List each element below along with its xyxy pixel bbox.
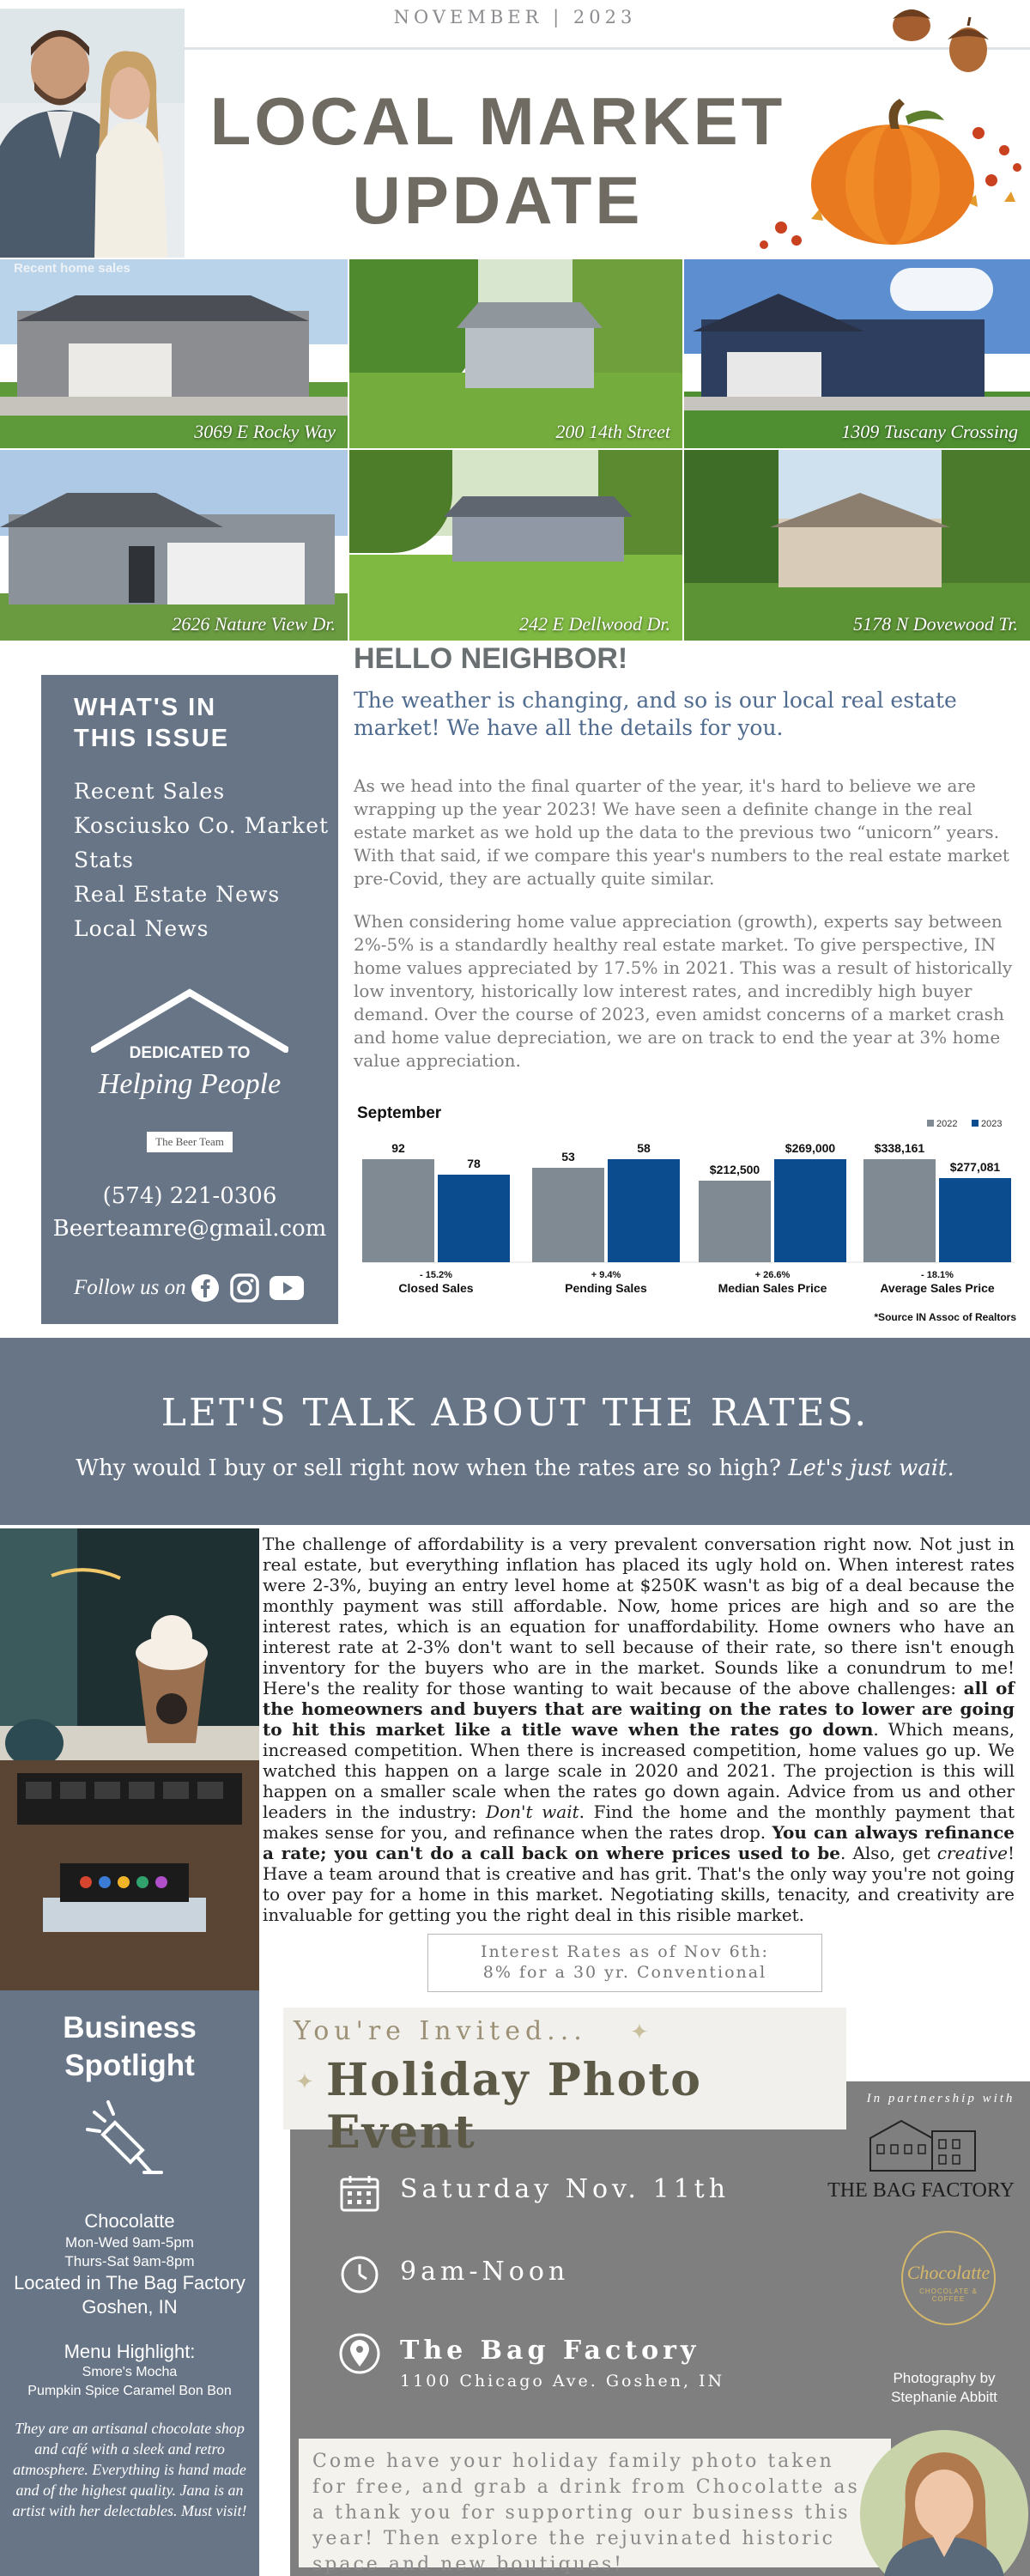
contents-item: Recent Sales bbox=[74, 779, 226, 804]
bag-factory-building-icon bbox=[867, 2114, 978, 2172]
bar-value-label: $277,081 bbox=[949, 1160, 1001, 1174]
rates-article-run: Don't wait bbox=[486, 1801, 579, 1822]
title-line-2: UPDATE bbox=[352, 162, 644, 238]
menu-highlight-label: Menu Highlight: bbox=[64, 2341, 196, 2362]
spotlight-title-line-1: Business bbox=[63, 2011, 197, 2044]
event-title: Holiday Photo Event bbox=[326, 2054, 702, 2159]
sale-address: 2626 Nature View Dr. bbox=[172, 613, 336, 635]
sidebar-title bbox=[74, 692, 229, 754]
bar-value-label: 92 bbox=[391, 1141, 405, 1155]
business-hours-1: Mon-Wed 9am-5pm bbox=[65, 2234, 194, 2251]
spotlight-icon bbox=[82, 2093, 177, 2179]
sale-address: 242 E Dellwood Dr. bbox=[519, 613, 670, 635]
rates-article-run: ! Have a team around that is creative and has grit. That's the only way you're not going to over pay for a home in this market. Negotiating skills, tenacity, and creativity are invaluable for getting you the right deal in this risible market. bbox=[263, 1843, 1015, 1925]
rates-article-run: . Also, get bbox=[839, 1843, 937, 1863]
sale-address: 5178 N Dovewood Tr. bbox=[853, 613, 1018, 635]
bar bbox=[774, 1159, 846, 1262]
rates-article-run: . Which means, increased competition. When there is increased competition, home values go up. We watched this happen on a large scale in 2020 and 2021. The projection is this will happen on a smaller scale when the rates go down again. Advice from us and other leaders in the industry: bbox=[263, 1719, 1015, 1822]
spotlight-title-line-2: Spotlight bbox=[64, 2049, 195, 2082]
bar bbox=[438, 1175, 510, 1262]
legend-label: 2022 bbox=[936, 1119, 958, 1129]
sale-photo-2 bbox=[349, 259, 682, 448]
invited-label: You're Invited... bbox=[294, 2016, 587, 2046]
bar-value-label: 78 bbox=[467, 1157, 481, 1170]
helping-people-script: Helping People bbox=[98, 1068, 282, 1100]
follow-label: Follow us on bbox=[74, 1276, 186, 1299]
sale-photo-3 bbox=[684, 259, 1030, 448]
team-name: The Beer Team bbox=[155, 1135, 224, 1148]
house-logo-icon bbox=[91, 984, 288, 1053]
rates-article-run: creative bbox=[936, 1843, 1008, 1863]
hello-heading: HELLO NEIGHBOR! bbox=[354, 642, 628, 675]
category-label: Average Sales Price bbox=[880, 1281, 995, 1295]
bar-value-label: $269,000 bbox=[785, 1141, 836, 1155]
event-time: 9am-Noon bbox=[400, 2257, 570, 2287]
bar-value-label: 53 bbox=[561, 1150, 575, 1163]
rate-box-line-1: Interest Rates as of Nov 6th: bbox=[481, 1942, 769, 1961]
newsletter-title bbox=[172, 82, 824, 240]
business-blurb: They are an artisanal chocolate shop and café with a sleek and retro atmosphere. Everything is hand made and of the highest quality. Jana is an artist with her delectables. Must visit! bbox=[12, 2420, 247, 2519]
hello-subheading: The weather is changing, and so is our local real estate market! We have all the details for you. bbox=[354, 688, 957, 740]
spotlight-title bbox=[0, 2009, 259, 2085]
sale-photo-5 bbox=[349, 450, 682, 641]
rates-subtitle bbox=[0, 1455, 1030, 1481]
legend-swatch bbox=[927, 1120, 934, 1127]
dedicated-label: DEDICATED TO bbox=[129, 1044, 251, 1062]
partnership-label: In partnership with bbox=[866, 2092, 1015, 2105]
chart-legend bbox=[927, 1119, 1002, 1129]
sale-address: 1309 Tuscany Crossing bbox=[841, 421, 1018, 442]
event-address: 1100 Chicago Ave. Goshen, IN bbox=[400, 2372, 725, 2391]
sale-photo-1 bbox=[0, 259, 348, 448]
bar bbox=[699, 1181, 771, 1262]
chocolatte-logo-subtext: CHOCOLATE & COFFEE bbox=[919, 2287, 978, 2303]
bag-factory-logo: THE BAG FACTORY bbox=[827, 2179, 1015, 2202]
team-badge bbox=[147, 1132, 233, 1152]
sidebar-title-line-1: WHAT'S IN bbox=[74, 694, 217, 721]
sparkle-icon: ✦ bbox=[630, 2020, 649, 2045]
category-label: Median Sales Price bbox=[718, 1281, 827, 1295]
interest-rate-box bbox=[427, 1934, 822, 1992]
sale-photo-4 bbox=[0, 450, 348, 641]
event-venue: The Bag Factory bbox=[400, 2336, 700, 2366]
rates-article-run: The challenge of affordability is a very prevalent conversation right now. Not just in real estate, but everything inflation has placed its ugly hold on. When interest rates were 2-3%, buying an entry level home at $250K wasn't as big of a deal because the monthly payment was still affordable. Now, home prices are high and so are the interest rates, which is an equation for unaffordability. Home owners who have an interest rate at 2-3% don't want to sell because of their rate, so there isn't enough inventory for the buyers who are in the market. Sounds like a conundrum to me! Here's the reality for those wanting to wait because of the above challenges: bbox=[263, 1534, 1015, 1698]
event-description: Come have your holiday family photo taken for free, and grab a drink from Chocolatte as a thank you for supporting our business this year! Then explore the rejuvinated historic space and new boutiques! bbox=[299, 2439, 891, 2567]
change-label: + 9.4% bbox=[591, 1270, 621, 1280]
menu-item-1: Smore's Mocha bbox=[82, 2365, 178, 2379]
intro-paragraph-1: As we head into the final quarter of the year, it's hard to believe we are wrapping up the year 2023! We have seen a definite change in the real estate market as we hold up the data to the previous two “unicorn” years. With that said, if we compare this year's numbers to the real estate market pre-Covid, they are actually quite similar. bbox=[354, 775, 1009, 889]
phone-number[interactable]: (574) 221-0306 bbox=[102, 1183, 277, 1209]
bar bbox=[532, 1168, 604, 1262]
bar-value-label: 58 bbox=[637, 1141, 651, 1155]
bar bbox=[939, 1178, 1011, 1262]
category-label: Closed Sales bbox=[398, 1281, 474, 1295]
clock-icon bbox=[340, 2255, 379, 2294]
rates-subtitle-emphasis: Let's just wait. bbox=[788, 1455, 954, 1481]
youtube-icon[interactable] bbox=[270, 1275, 304, 1301]
change-label: + 26.6% bbox=[754, 1270, 791, 1280]
business-spotlight bbox=[0, 1990, 259, 2576]
september-market-chart bbox=[354, 1099, 1021, 1340]
rates-title: LET'S TALK ABOUT THE RATES. bbox=[161, 1391, 869, 1435]
bar bbox=[362, 1159, 434, 1262]
change-label: - 18.1% bbox=[921, 1270, 954, 1280]
issue-contents bbox=[74, 775, 331, 946]
rates-article-run: . Find the home and the monthly payment that makes sense for you, and refinance when the rates drop. bbox=[263, 1801, 1015, 1843]
menu-item-2: Pumpkin Spice Caramel Bon Bon bbox=[27, 2384, 232, 2398]
location-pin-icon bbox=[338, 2332, 381, 2375]
photographer-photo bbox=[858, 2428, 1030, 2576]
pumpkin-illustration bbox=[747, 82, 1030, 258]
email-link[interactable]: Beerteamre@gmail.com bbox=[52, 1216, 327, 1242]
sale-address: 200 14th Street bbox=[555, 421, 670, 442]
rates-article bbox=[263, 1534, 1015, 1925]
intro-paragraph-2: When considering home value appreciation (growth), experts say between 2%-5% is a standardly healthy real estate market. To give perspective, IN home values appreciated by 17.5% in 2021. This was a result of historically low inventory, historically low interest rates, and incredibly high buyer demand. Over the course of 2023, even amidst concerns of a market crash and home value depreciation, we are on track to end the year at 3% home value appreciation. bbox=[354, 911, 1013, 1071]
agents-photo bbox=[0, 9, 185, 258]
business-hours-2: Thurs-Sat 9am-8pm bbox=[64, 2253, 195, 2269]
bar bbox=[863, 1159, 936, 1262]
issue-date: NOVEMBER | 2023 bbox=[393, 7, 637, 27]
bar-value-label: $212,500 bbox=[709, 1163, 760, 1176]
rates-article-run: all of the homeowners and buyers that are waiting on the rates to lower are going to hit this market like a title wave when the rates go down bbox=[263, 1678, 1015, 1740]
cafe-drink-photo bbox=[0, 1528, 259, 1992]
rates-article-run: You can always refinance a rate; you can't do a call back on where prices used to be bbox=[263, 1822, 1015, 1863]
recent-sales-label: Recent home sales bbox=[14, 261, 130, 276]
title-line-1: LOCAL MARKET bbox=[209, 83, 786, 159]
invitation-header bbox=[283, 2008, 846, 2159]
event-date: Saturday Nov. 11th bbox=[400, 2174, 730, 2204]
facebook-icon[interactable] bbox=[191, 1273, 220, 1303]
photographer-name: Stephanie Abbitt bbox=[891, 2389, 997, 2405]
chart-bars bbox=[362, 1141, 1011, 1295]
chocolatte-logo-text: Chocolatte bbox=[906, 2262, 991, 2283]
bar bbox=[608, 1159, 680, 1262]
category-label: Pending Sales bbox=[565, 1281, 647, 1295]
instagram-icon[interactable] bbox=[230, 1273, 259, 1303]
business-location-2: Goshen, IN bbox=[82, 2296, 178, 2318]
bar-value-label: $338,161 bbox=[874, 1141, 925, 1155]
sparkle-icon: ✦ bbox=[295, 2069, 314, 2095]
market-chart-svg bbox=[354, 1099, 1021, 1340]
contents-item: Local News bbox=[74, 916, 209, 941]
legend-label: 2023 bbox=[981, 1119, 1003, 1129]
change-label: - 15.2% bbox=[420, 1270, 452, 1280]
business-location-1: Located in The Bag Factory bbox=[14, 2272, 245, 2293]
calendar-icon bbox=[340, 2174, 379, 2212]
sale-address: 3069 E Rocky Way bbox=[194, 421, 336, 442]
sidebar-title-line-2: THIS ISSUE bbox=[74, 725, 230, 752]
business-name: Chocolatte bbox=[84, 2210, 175, 2232]
legend-swatch bbox=[972, 1120, 978, 1127]
acorn-illustration bbox=[884, 0, 1004, 82]
rates-subtitle-text: Why would I buy or sell right now when the rates are so high? bbox=[76, 1455, 781, 1481]
contents-item: Real Estate News bbox=[74, 882, 281, 907]
chocolatte-logo bbox=[901, 2231, 996, 2325]
contents-item: Kosciusko Co. Market Stats bbox=[74, 813, 330, 872]
chart-source: *Source IN Assoc of Realtors bbox=[874, 1311, 1016, 1323]
photography-label: Photography by bbox=[893, 2370, 996, 2386]
issue-sidebar bbox=[41, 675, 338, 1324]
rate-box-line-2: 8% for a 30 yr. Conventional bbox=[482, 1963, 767, 1982]
chart-title: September bbox=[357, 1104, 442, 1122]
sale-photo-6 bbox=[684, 450, 1030, 641]
